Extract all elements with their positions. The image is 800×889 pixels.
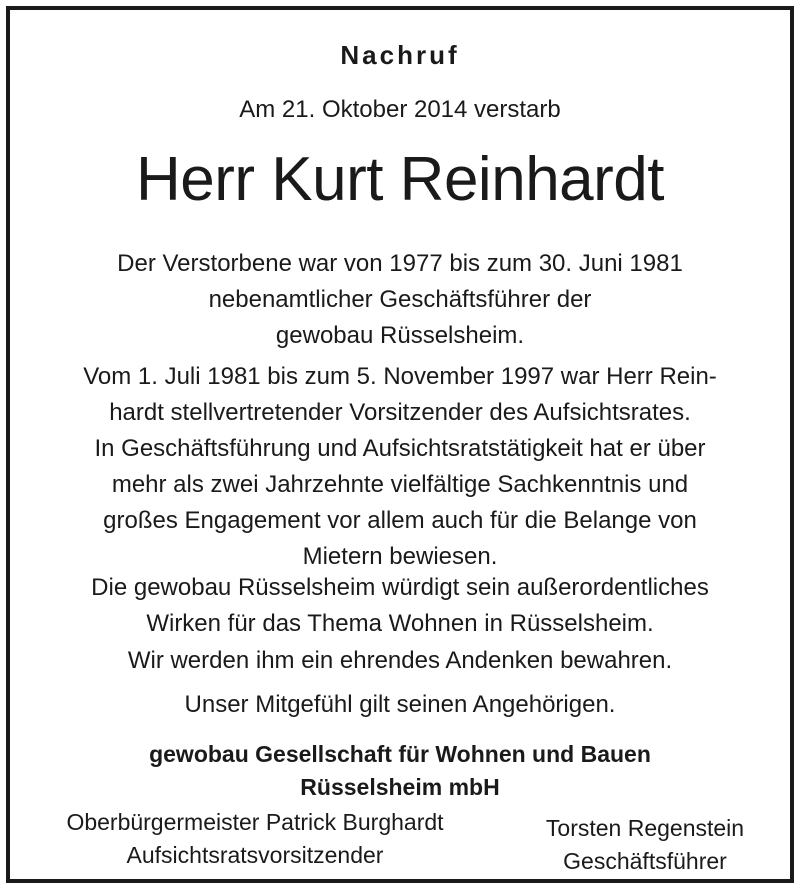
signatory-role: Geschäftsführer <box>563 848 727 874</box>
obituary-notice <box>6 6 794 883</box>
notice-heading: Nachruf <box>340 40 460 70</box>
paragraph-career <box>10 246 790 354</box>
text-line: Mietern bewiesen. <box>302 543 498 570</box>
text-line: hardt stellvertretender Vorsitzender des Aufsichtsrates. <box>109 399 691 426</box>
paragraph-appreciation <box>10 570 790 642</box>
text-line: großes Engagement vor allem auch für die Belange von <box>103 507 697 534</box>
text-line: In Geschäftsführung und Aufsichtsratstätigkeit hat er über <box>94 435 706 462</box>
signatory-name: Oberbürgermeister Patrick Burghardt <box>66 809 444 835</box>
signatory-chairman <box>20 806 490 872</box>
text-line: gewobau Rüsselsheim. <box>275 322 525 349</box>
signatory-name: Torsten Regenstein <box>545 815 745 841</box>
paragraph-remembrance: Wir werden ihm ein ehrendes Andenken bewahren. <box>127 647 673 674</box>
text-line: Der Verstorbene war von 1977 bis zum 30. Juni 1981 <box>117 250 683 277</box>
text-line: Wirken für das Thema Wohnen in Rüsselsheim. <box>146 610 654 637</box>
paragraph-supervisory-board <box>10 359 790 575</box>
death-date-line: Am 21. Oktober 2014 verstarb <box>239 96 561 123</box>
signatory-managing-director <box>510 812 780 878</box>
text-line: Rüsselsheim mbH <box>300 774 500 800</box>
text-line: gewobau Gesellschaft für Wohnen und Bauen <box>149 741 651 767</box>
deceased-name: Herr Kurt Reinhardt <box>135 145 665 214</box>
signatory-role: Aufsichtsratsvorsitzender <box>126 842 384 868</box>
text-line: mehr als zwei Jahrzehnte vielfältige Sachkenntnis und <box>111 471 689 498</box>
paragraph-condolence: Unser Mitgefühl gilt seinen Angehörigen. <box>184 691 616 718</box>
text-line: nebenamtlicher Geschäftsführer der <box>208 286 592 313</box>
text-line: Die gewobau Rüsselsheim würdigt sein außerordentliches <box>91 574 709 601</box>
organization-name <box>10 738 790 804</box>
text-line: Vom 1. Juli 1981 bis zum 5. November 1997 war Herr Rein- <box>83 363 717 390</box>
